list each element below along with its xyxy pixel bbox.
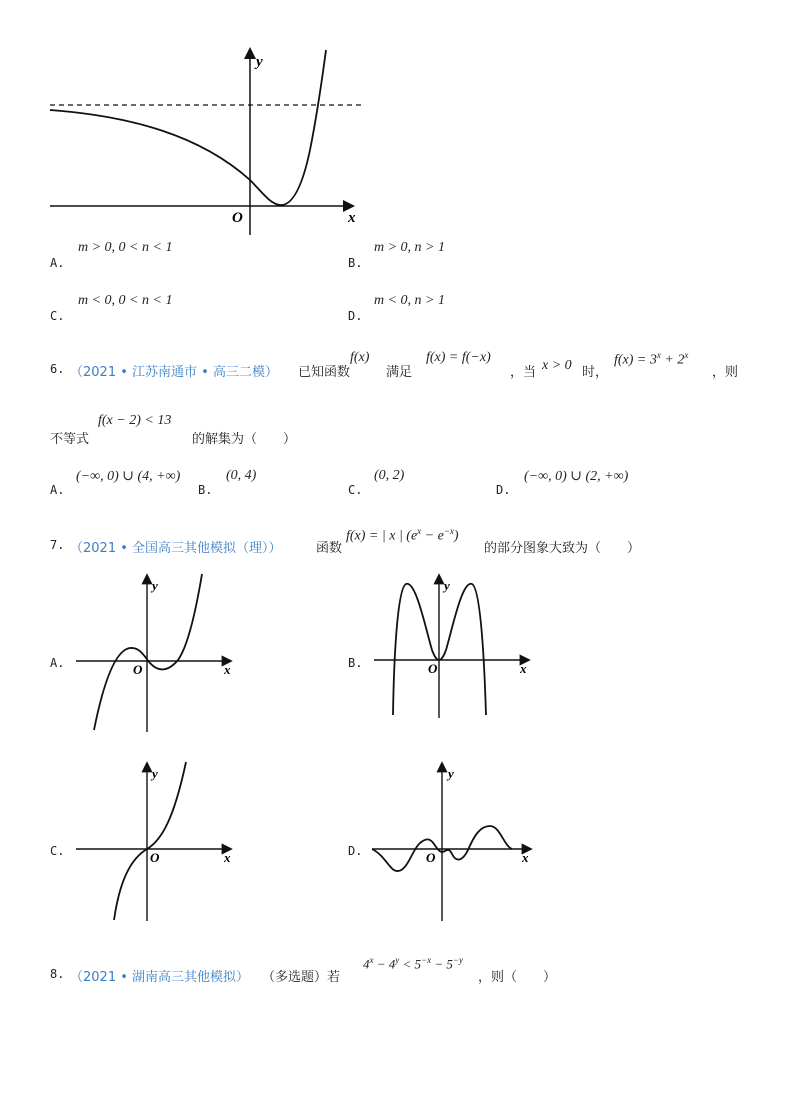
y-axis-label: y bbox=[448, 766, 454, 781]
q7-option-b-graph[interactable] bbox=[368, 570, 538, 720]
q7-option-c-letter[interactable]: C. bbox=[50, 844, 65, 858]
option-letter: A. bbox=[50, 483, 65, 497]
math-expr: f(x) bbox=[350, 350, 370, 365]
question-text: ，则 bbox=[712, 365, 739, 380]
question-number: 7. bbox=[50, 538, 65, 552]
math-part: f(x) = | x | (e bbox=[346, 528, 418, 544]
math-expr bbox=[363, 955, 463, 972]
question-text: （多选题）若 bbox=[262, 970, 341, 985]
q7-option-d-letter[interactable]: D. bbox=[348, 844, 363, 858]
y-axis-label: y bbox=[152, 766, 158, 781]
question-text: 的解集为（ ） bbox=[192, 432, 297, 447]
function-curve bbox=[94, 574, 202, 730]
math-expr bbox=[614, 350, 688, 369]
question-number: 6. bbox=[50, 362, 65, 376]
option-text: (0, 2) bbox=[374, 468, 405, 483]
question-text: ，当 bbox=[510, 365, 537, 380]
math-part: < 5 bbox=[399, 956, 422, 972]
option-letter: D. bbox=[348, 309, 363, 323]
option-letter: B. bbox=[348, 256, 363, 270]
x-axis-label: x bbox=[224, 662, 231, 677]
question-source[interactable]: （2021 • 江苏南通市 • 高三二模） bbox=[70, 365, 278, 380]
math-expr: f(x − 2) < 13 bbox=[98, 413, 172, 428]
question-text: 满足 bbox=[386, 365, 413, 380]
math-sup: x bbox=[417, 526, 422, 536]
math-sup: −x bbox=[443, 526, 454, 536]
math-expr bbox=[346, 526, 459, 545]
question-source[interactable]: （2021 • 湖南高三其他模拟） bbox=[70, 970, 250, 985]
option-text: m < 0, 0 < n < 1 bbox=[78, 293, 173, 308]
question-source[interactable]: （2021 • 全国高三其他模拟（理）） bbox=[70, 541, 282, 556]
math-part: ) bbox=[453, 528, 459, 544]
option-text: m < 0, n > 1 bbox=[374, 293, 446, 308]
function-curve bbox=[114, 762, 186, 920]
question-text: ，则（ ） bbox=[478, 970, 557, 985]
question-text: 时， bbox=[582, 365, 609, 380]
x-axis-label: x bbox=[348, 210, 356, 226]
question-text: 不等式 bbox=[50, 432, 90, 447]
origin-label: O bbox=[426, 850, 436, 865]
q7-option-a-letter[interactable]: A. bbox=[50, 656, 65, 670]
math-part: − 4 bbox=[373, 956, 396, 972]
option-text: (−∞, 0) ∪ (2, +∞) bbox=[524, 469, 629, 484]
math-sup: y bbox=[395, 955, 400, 965]
math-sup: −x bbox=[421, 955, 432, 965]
math-sup: x bbox=[369, 955, 374, 965]
math-sup: x bbox=[684, 350, 689, 360]
math-part: + 2 bbox=[660, 352, 685, 368]
function-curve bbox=[50, 50, 326, 205]
math-part: − 5 bbox=[431, 956, 453, 972]
q7-option-a-graph[interactable] bbox=[70, 570, 240, 735]
option-letter: B. bbox=[198, 483, 213, 497]
origin-label: O bbox=[232, 210, 243, 226]
origin-label: O bbox=[150, 850, 160, 865]
math-part: f(x) = 3 bbox=[614, 352, 657, 368]
question-text: 已知函数 bbox=[298, 365, 351, 380]
option-letter: C. bbox=[348, 483, 363, 497]
question-number: 8. bbox=[50, 967, 65, 981]
math-expr: f(x) = f(−x) bbox=[426, 350, 491, 365]
q7-option-d-graph[interactable] bbox=[368, 758, 538, 923]
option-text: m > 0, 0 < n < 1 bbox=[78, 240, 173, 255]
math-part: 4 bbox=[363, 956, 370, 972]
math-sup: x bbox=[656, 350, 661, 360]
origin-label: O bbox=[428, 661, 438, 676]
question-text: 的部分图象大致为（ ） bbox=[484, 541, 641, 556]
x-axis-label: x bbox=[522, 850, 529, 865]
x-axis-label: x bbox=[224, 850, 231, 865]
option-letter: D. bbox=[496, 483, 511, 497]
math-part: − e bbox=[421, 528, 444, 544]
y-axis-label: y bbox=[152, 578, 158, 593]
y-axis-label: y bbox=[444, 578, 450, 593]
y-axis-label: y bbox=[256, 54, 263, 70]
question-text: 函数 bbox=[316, 541, 343, 556]
q7-option-b-letter[interactable]: B. bbox=[348, 656, 363, 670]
q5-graph bbox=[40, 40, 380, 240]
option-text: (0, 4) bbox=[226, 468, 257, 483]
math-sup: −y bbox=[452, 955, 463, 965]
math-expr: x > 0 bbox=[542, 358, 572, 373]
x-axis-label: x bbox=[520, 661, 527, 676]
option-text: (−∞, 0) ∪ (4, +∞) bbox=[76, 469, 181, 484]
option-letter: C. bbox=[50, 309, 65, 323]
q7-option-c-graph[interactable] bbox=[70, 758, 240, 923]
option-text: m > 0, n > 1 bbox=[374, 240, 446, 255]
origin-label: O bbox=[133, 662, 143, 677]
option-letter: A. bbox=[50, 256, 65, 270]
